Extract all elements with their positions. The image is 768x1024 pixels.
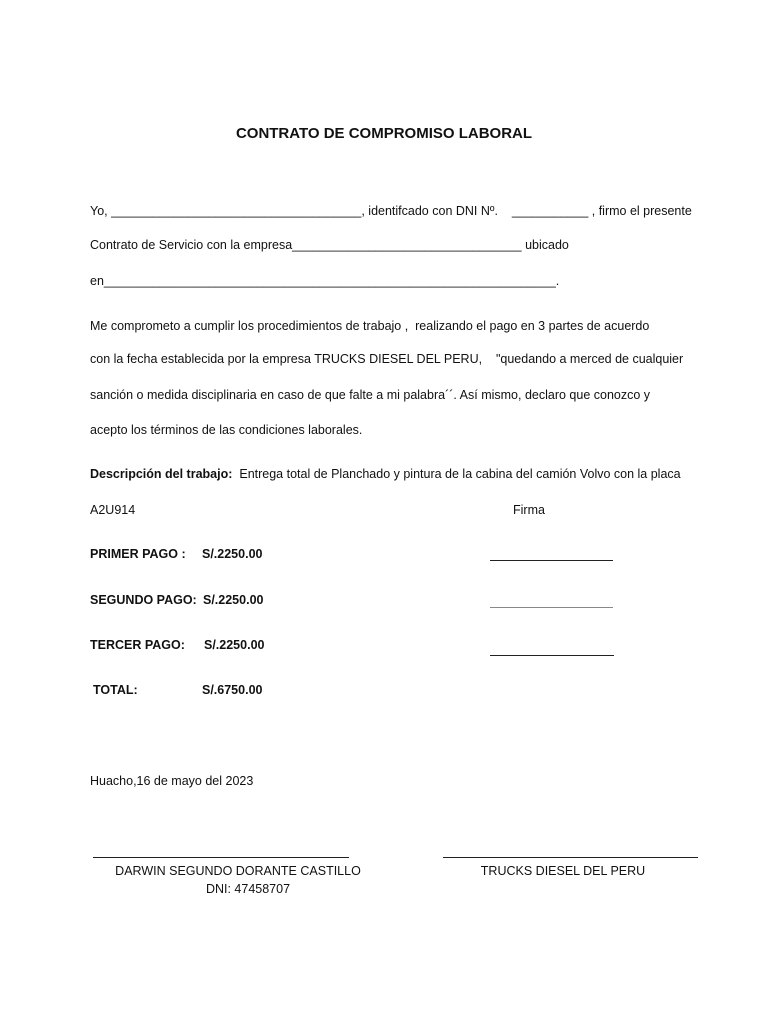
right-signature-line (443, 857, 698, 858)
payment-2-label: SEGUNDO PAGO: (90, 593, 197, 607)
document-title: CONTRATO DE COMPROMISO LABORAL (235, 125, 533, 142)
payment-1-signature-line (490, 560, 613, 561)
payment-2-signature-line (490, 607, 613, 608)
vehicle-plate: A2U914 (90, 503, 136, 517)
intro-line-3: en_________________________________________________________________. (90, 274, 560, 288)
job-description (90, 466, 681, 482)
commitment-line-4: acepto los términos de las condiciones laborales. (90, 423, 363, 437)
left-signature-line (93, 857, 349, 858)
payment-3-amount: S/.2250.00 (204, 638, 265, 652)
firma-label: Firma (513, 503, 545, 517)
job-description-text: Entrega total de Planchado y pintura de la cabina del camión Volvo con la placa (232, 467, 681, 481)
commitment-line-2: con la fecha establecida por la empresa TRUCKS DIESEL DEL PERU, "quedando a merced de cualquier (90, 352, 684, 366)
intro-line-1: Yo, ____________________________________, identifcado con DNI Nº. ___________ , firmo el presente (90, 204, 692, 218)
payment-1-amount: S/.2250.00 (202, 547, 263, 561)
payment-3-label: TERCER PAGO: (90, 638, 185, 652)
left-signatory-name: DARWIN SEGUNDO DORANTE CASTILLO (115, 864, 361, 878)
left-signatory-dni: DNI: 47458707 (205, 882, 291, 896)
intro-line-2: Contrato de Servicio con la empresa_________________________________ ubicado (90, 238, 569, 252)
payment-1-label: PRIMER PAGO : (90, 547, 186, 561)
commitment-line-1: Me comprometo a cumplir los procedimientos de trabajo , realizando el pago en 3 partes de acuerdo (90, 319, 650, 333)
total-label: TOTAL: (93, 683, 138, 697)
right-signatory-name: TRUCKS DIESEL DEL PERU (480, 864, 646, 878)
payment-2-amount: S/.2250.00 (203, 593, 264, 607)
job-description-label: Descripción del trabajo: (90, 467, 233, 481)
total-amount: S/.6750.00 (202, 683, 263, 697)
payment-3-signature-line (490, 655, 614, 656)
place-and-date: Huacho,16 de mayo del 2023 (90, 774, 254, 788)
commitment-line-3: sanción o medida disciplinaria en caso de que falte a mi palabra´´. Así mismo, declaro que conozco y (90, 388, 651, 402)
